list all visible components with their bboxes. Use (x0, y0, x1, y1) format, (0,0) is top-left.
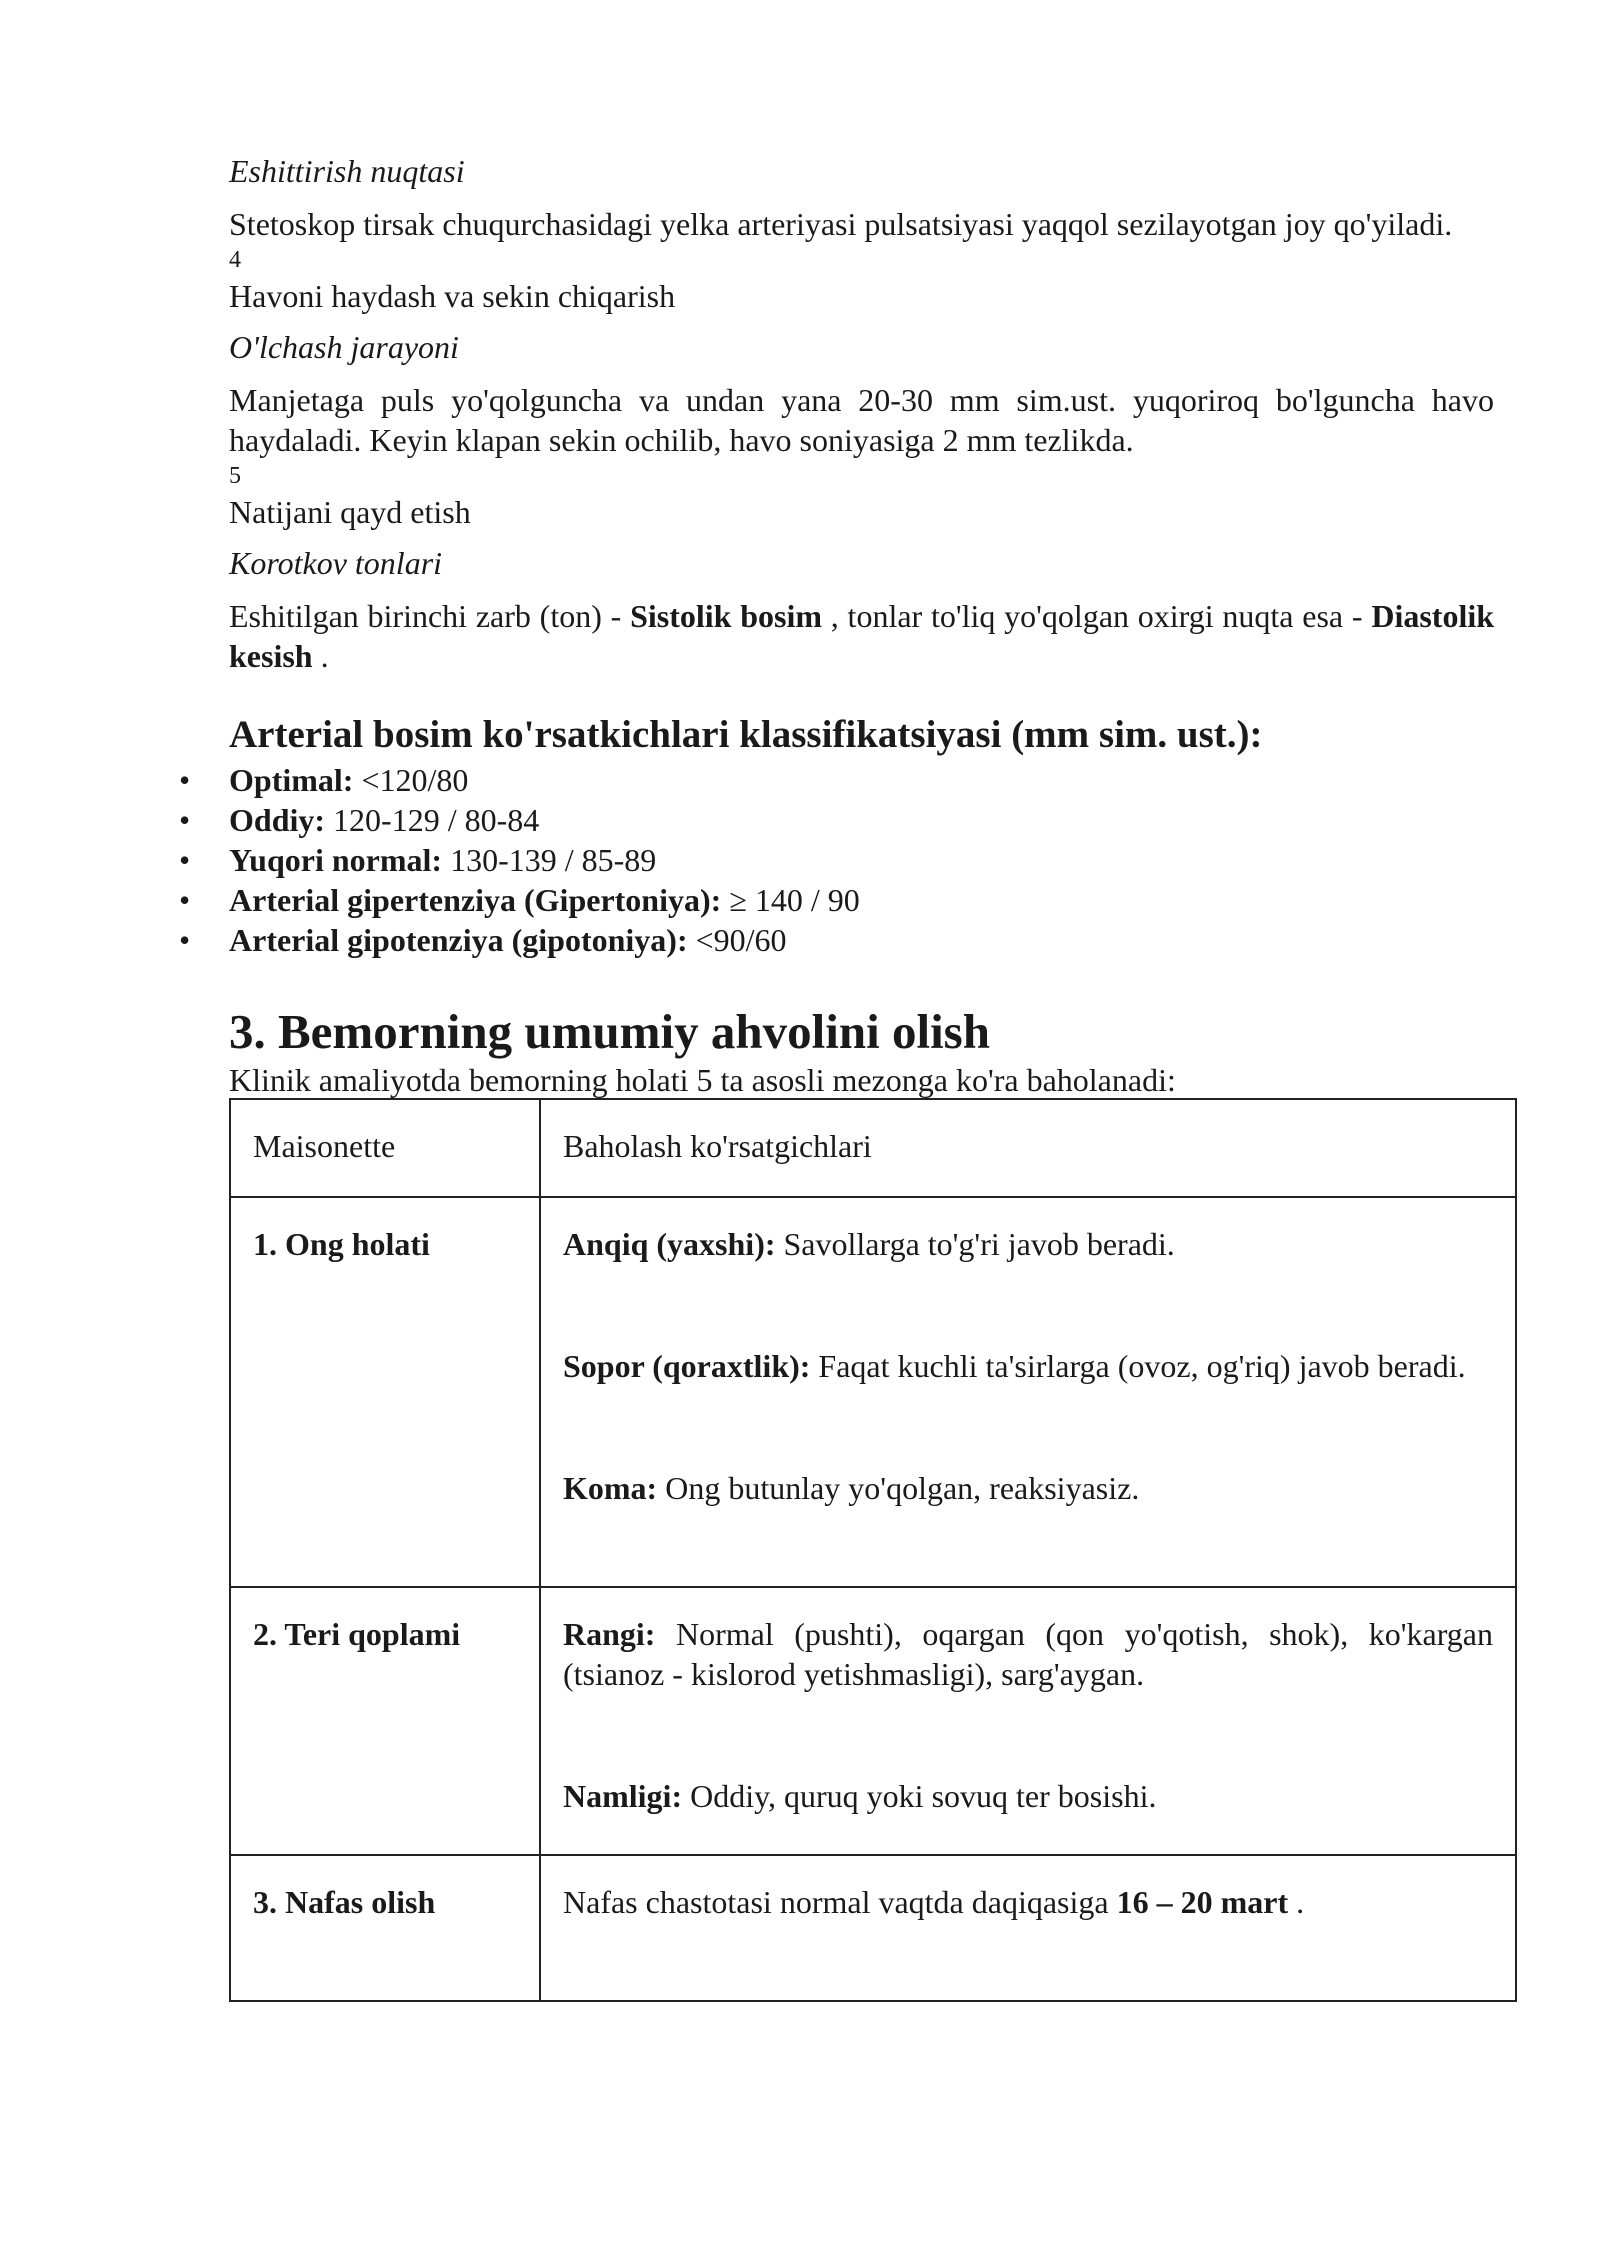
measurement-process-heading: O'lchash jarayoni (229, 329, 459, 365)
step-number-4: 4 (229, 247, 241, 273)
korotkov-text-part: . (312, 638, 329, 674)
bullet-icon: • (179, 922, 191, 958)
indicator-text: Oddiy, quruq yoki sovuq ter bosishi. (682, 1778, 1157, 1814)
korotkov-text-part: , tonlar to'liq yo'qolgan oxirgi nuqta esa - (822, 598, 1372, 634)
table-header-row (230, 1099, 1516, 1197)
breathing-rate-value: 16 – 20 mart (1116, 1884, 1289, 1920)
item-value: <120/80 (353, 762, 469, 798)
korotkov-heading: Korotkov tonlari (229, 545, 443, 581)
list-item (179, 840, 1494, 880)
table-row (230, 1197, 1516, 1587)
indicator-entry (563, 1614, 1493, 1694)
table-row (230, 1587, 1516, 1855)
list-item (179, 760, 1494, 800)
indicator-entry (563, 1776, 1493, 1816)
step-5-title: Natijani qayd etish (229, 494, 471, 530)
section-3-title: 3. Bemorning umumiy ahvolini olish (229, 1004, 991, 1059)
list-item (179, 800, 1494, 840)
listening-point-text: Stetoskop tirsak chuqurchasidagi yelka arteriyasi pulsatsiyasi yaqqol sezilayotgan joy qo'yiladi. (229, 206, 1453, 242)
bullet-icon: • (179, 802, 191, 838)
table-row (230, 1855, 1516, 2001)
indicator-label: Sopor (qoraxtlik): (563, 1348, 811, 1384)
bullet-icon: • (179, 882, 191, 918)
indicator-entry (563, 1224, 1493, 1264)
criterion-label: 1. Ong holati (253, 1226, 430, 1262)
step-4-title: Havoni haydash va sekin chiqarish (229, 278, 676, 314)
list-item (179, 880, 1494, 920)
item-label: Yuqori normal: (229, 842, 443, 878)
criterion-cell (230, 1197, 540, 1587)
indicator-label: Koma: (563, 1470, 658, 1506)
indicator-label: Rangi: (563, 1616, 656, 1652)
item-label: Arterial gipertenziya (Gipertoniya): (229, 882, 722, 918)
indicator-text: Nafas chastotasi normal vaqtda daqiqasiga (563, 1884, 1117, 1920)
item-label: Optimal: (229, 762, 354, 798)
measurement-process-text: Manjetaga puls yo'qolguncha va undan yana 20-30 mm sim.ust. yuqoriroq bo'lguncha havo haydaladi. Keyin klapan sekin ochilib, havo soniyasiga 2 mm tezlikda. (229, 382, 1494, 458)
indicator-entry (563, 1346, 1493, 1386)
indicators-cell (540, 1587, 1516, 1855)
classification-heading: Arterial bosim ko'rsatkichlari klassifikatsiyasi (mm sim. ust.): (229, 713, 1263, 756)
systolic-term: Sistolik bosim (630, 598, 823, 634)
bullet-icon: • (179, 762, 191, 798)
diastolic-term: Diastolik kesish (229, 598, 1495, 674)
step-number-5: 5 (229, 463, 241, 489)
item-value: ≥ 140 / 90 (721, 882, 860, 918)
assessment-table (229, 1098, 1517, 2002)
criterion-label: 2. Teri qoplami (253, 1616, 461, 1652)
korotkov-text (229, 596, 1494, 676)
indicator-text: Faqat kuchli ta'sirlarga (ovoz, og'riq) javob beradi. (810, 1348, 1466, 1384)
header-cell-indicators: Baholash ko'rsatgichlari (540, 1099, 1516, 1197)
korotkov-text-part: Eshitilgan birinchi zarb (ton) - (229, 598, 631, 634)
item-value: 130-139 / 85-89 (442, 842, 657, 878)
header-cell-criterion: Maisonette (230, 1099, 540, 1197)
indicator-text: Savollarga to'g'ri javob beradi. (775, 1226, 1175, 1262)
item-label: Arterial gipotenziya (gipotoniya): (229, 922, 688, 958)
criterion-cell (230, 1587, 540, 1855)
classification-list (179, 760, 1494, 960)
listening-point-heading: Eshittirish nuqtasi (229, 153, 465, 189)
indicator-label: Namligi: (563, 1778, 683, 1814)
item-value: 120-129 / 80-84 (325, 802, 540, 838)
indicator-text: Ong butunlay yo'qolgan, reaksiyasiz. (657, 1470, 1140, 1506)
list-item (179, 920, 1494, 960)
page-content (179, 148, 1495, 2002)
item-value: <90/60 (687, 922, 787, 958)
indicator-entry (563, 1468, 1493, 1508)
item-label: Oddiy: (229, 802, 326, 838)
criterion-label: 3. Nafas olish (253, 1884, 436, 1920)
indicators-cell (540, 1855, 1516, 2001)
bullet-icon: • (179, 842, 191, 878)
indicator-entry (563, 1882, 1493, 1922)
indicator-text: Normal (pushti), oqargan (qon yo'qotish, shok), ko'kargan (tsianoz - kislorod yetishmasligi), sarg'aygan. (563, 1616, 1493, 1692)
indicator-text: . (1288, 1884, 1305, 1920)
indicators-cell (540, 1197, 1516, 1587)
criterion-cell (230, 1855, 540, 2001)
indicator-label: Anqiq (yaxshi): (563, 1226, 776, 1262)
section-3-intro: Klinik amaliyotda bemorning holati 5 ta asosli mezonga ko'ra baholanadi: (229, 1062, 1176, 1098)
